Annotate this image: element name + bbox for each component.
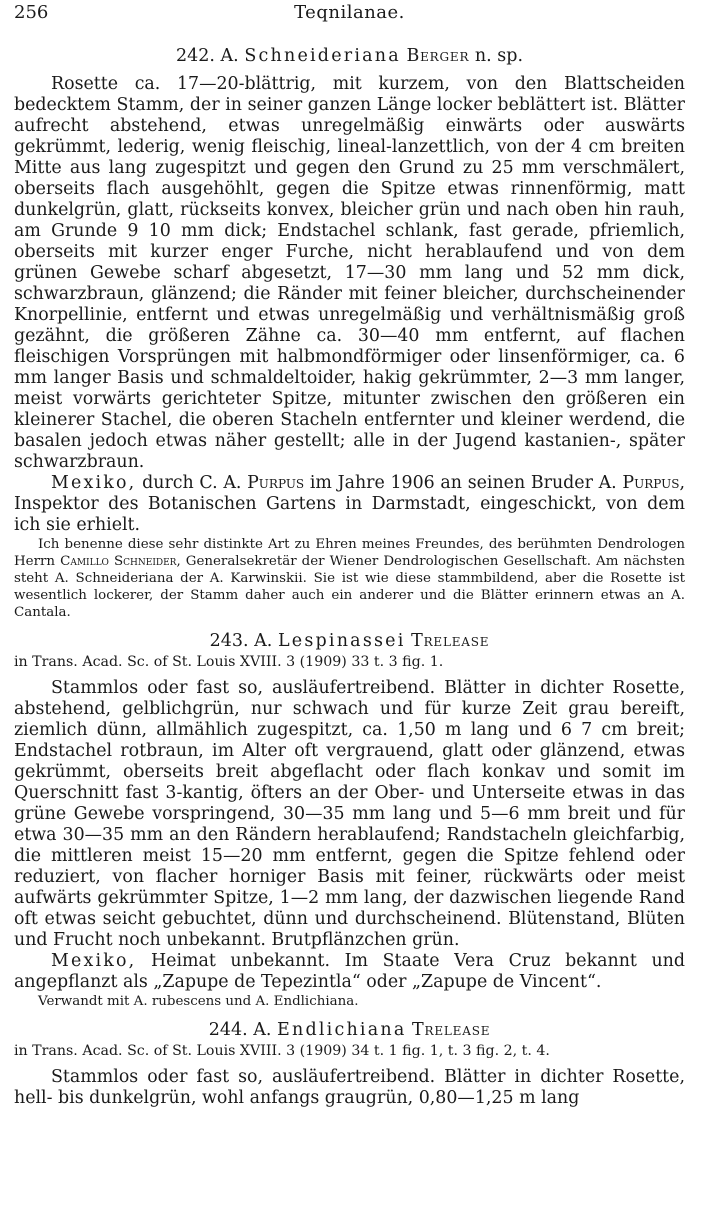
species-author: Trelease bbox=[411, 631, 490, 651]
species-entry-242 bbox=[14, 44, 685, 621]
description-paragraph: Stammlos oder fast so, ausläufertreibend. Blätter in dichter Rosette, hell- bis dunkelgrün, wohl anfangs graugrün, 0,80—1,25 m lang bbox=[14, 1067, 685, 1108]
collector-name: Purpus bbox=[622, 473, 680, 493]
species-epithet: Endlichiana bbox=[277, 1020, 407, 1040]
genus-abbrev: A. bbox=[253, 1020, 272, 1040]
origin-text: durch C. A. bbox=[136, 473, 248, 493]
citation: in Trans. Acad. Sc. of St. Louis XVIII. 3 (1909) 33 t. 3 fig. 1. bbox=[14, 654, 444, 670]
species-number: 244. bbox=[208, 1020, 248, 1040]
species-number: 242. bbox=[175, 46, 215, 66]
origin-paragraph bbox=[14, 951, 685, 993]
species-heading bbox=[14, 1018, 685, 1042]
species-note: n. sp. bbox=[474, 46, 524, 66]
page-number: 256 bbox=[14, 2, 49, 23]
citation: in Trans. Acad. Sc. of St. Louis XVIII. 3 (1909) 34 t. 1 fig. 1, t. 3 fig. 2, t. 4. bbox=[14, 1043, 550, 1059]
dedicatee-name: Camillo Schneider bbox=[60, 554, 177, 569]
species-heading bbox=[14, 629, 685, 653]
origin-country: Mexiko, bbox=[51, 473, 137, 493]
species-author: Berger bbox=[406, 46, 470, 66]
species-author: Trelease bbox=[412, 1020, 491, 1040]
description-paragraph: Stammlos oder fast so, ausläufertreibend. Blätter in dichter Rosette, abstehend, gelblichgrün, nur schwach und für kurze Zeit grau bereift, ziemlich dünn, allmählich zugespitzt, ca. 1,50 m lang und 6 7 cm breit; Endstachel rotbraun, im Alter oft vergrauend, glatt oder glänzend, etwas gekrümmt, oberseits breit abgeflacht oder flach konkav und somit im Querschnitt fast 3-kantig, öfters an der Ober- und Unterseite etwas in das grüne Gewebe vorspringend, 30—35 mm lang und 5—6 mm breit und für etwa 30—35 mm an den Rändern herablaufend; Randstacheln gleichfarbig, die mittleren meist 15—20 mm entfernt, gegen die Spitze fehlend oder reduziert, von flacher horniger Basis mit feiner, rückwärts oder meist aufwärts gekrümmter Spitze, 1—2 mm lang, der dazwischen liegende Rand oft etwas seicht gebuchtet, dünn und durchscheinend. Blütenstand, Blüten und Frucht noch unbekannt. Brutpflänzchen grün. bbox=[14, 678, 685, 950]
origin-text: im Jahre 1906 an seinen Bruder A. bbox=[304, 473, 623, 493]
relation-note: Verwandt mit A. rubescens und A. Endlichiana. bbox=[38, 994, 359, 1009]
species-epithet: Schneideriana bbox=[244, 46, 401, 66]
species-heading bbox=[14, 44, 685, 68]
species-epithet: Lespinassei bbox=[277, 631, 406, 651]
collector-name: Purpus bbox=[247, 473, 305, 493]
genus-abbrev: A. bbox=[254, 631, 273, 651]
note-text: , Generalsekretär der Wiener Dendrologischen Gesellschaft. Am nächsten steht A. Schneideriana der A. Karwinskii. Sie ist wie diese stammbildend, aber die Rosette ist wesentlich lockerer, der Stamm daher auch ein anderer und die Blätter erinnern etwas an A. Cantala. bbox=[14, 554, 685, 620]
description-paragraph: Rosette ca. 17—20-blättrig, mit kurzem, von den Blattscheiden bedecktem Stamm, der in seiner ganzen Länge locker beblättert ist. Blätter aufrecht abstehend, etwas unregelmäßig einwärts oder auswärts gekrümmt, lederig, wenig fleischig, lineal-lanzettlich, von der 4 cm breiten Mitte aus lang zugespitzt und gegen den Grund zu 25 mm verschmälert, oberseits flach ausgehöhlt, gegen die Spitze etwas rinnenförmig, matt dunkelgrün, glatt, rückseits konvex, bleicher grün und nach oben hin rauh, am Grunde 9 10 mm dick; Endstachel schlank, fast gerade, pfriemlich, oberseits mit kurzer enger Furche, nicht herablaufend und von dem grünen Gewebe scharf abgesetzt, 17—30 mm lang und 52 mm dick, schwarzbraun, glänzend; die Ränder mit feiner bleicher, durchscheinender Knorpellinie, entfernt und etwas unregelmäßig und verhältnismäßig groß gezähnt, die größeren Zähne ca. 30—40 mm entfernt, auf flachen fleischigen Vorsprüngen mit halbmondförmiger oder linsenförmiger, ca. 6 mm langer Basis und schmaldeltoider, hakig gekrümmter, 2—3 mm langer, meist vorwärts gerichteter Spitze, mitunter zwischen den größeren ein kleinerer Stachel, die oberen Stacheln entfernter und kleiner werdend, die basalen jedoch etwas näher gestellt; alle in der Jugend kastanien-, später schwarzbraun. bbox=[14, 74, 685, 472]
species-entry-243 bbox=[14, 629, 685, 1010]
origin-text: , Inspektor des Botanischen Gartens in Darmstadt, eingeschickt, von dem ich sie erhielt. bbox=[14, 473, 685, 535]
species-entry-244 bbox=[14, 1018, 685, 1109]
species-number: 243. bbox=[209, 631, 249, 651]
page-header bbox=[14, 0, 685, 34]
running-title: Teqnilanae. bbox=[294, 2, 405, 23]
dedication-note bbox=[14, 536, 685, 621]
origin-text: Heimat unbekannt. Im Staate Vera Cruz bekannt und angepflanzt als „Zapupe de Tepezintla“ oder „Zapupe de Vincent“. bbox=[14, 951, 685, 992]
note-text: Ich benenne diese sehr distinkte Art zu Ehren meines Freundes, des berühmten Dendrologen Herrn bbox=[14, 537, 685, 569]
origin-country: Mexiko, bbox=[51, 951, 137, 971]
genus-abbrev: A. bbox=[220, 46, 239, 66]
origin-paragraph bbox=[14, 473, 685, 536]
